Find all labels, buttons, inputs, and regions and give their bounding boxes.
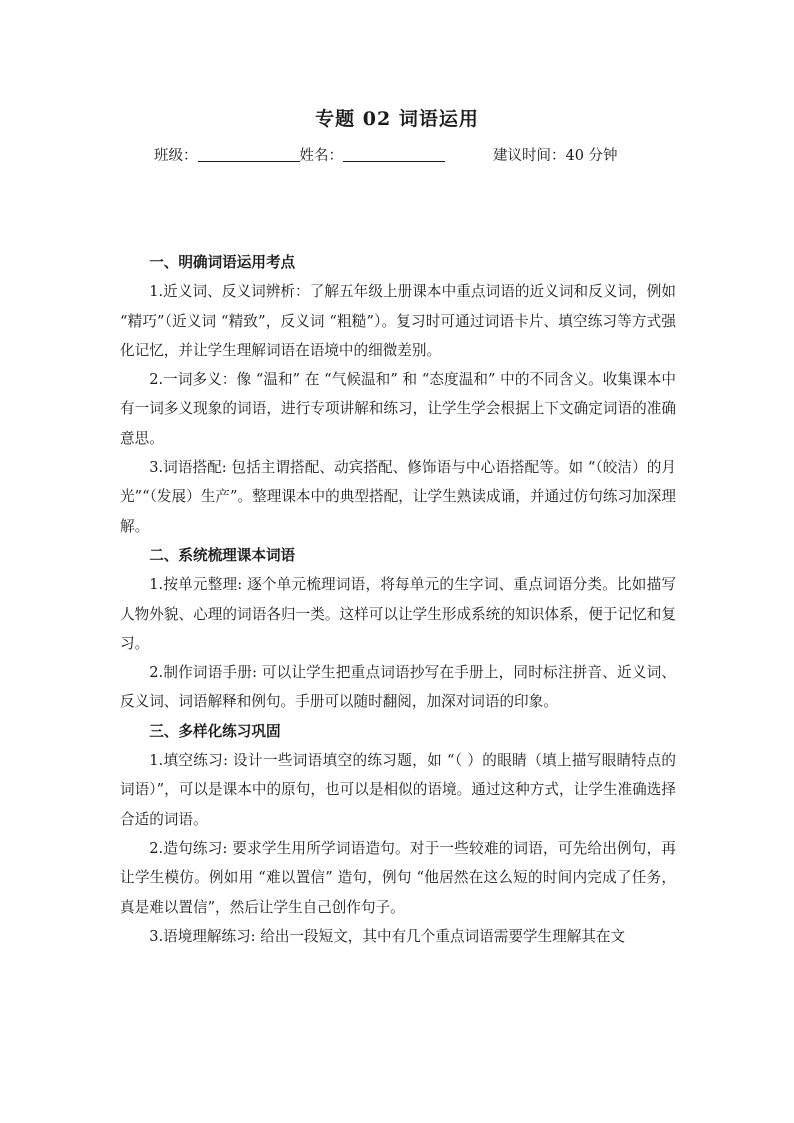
paragraph: 2.制作词语手册: 可以让学生把重点词语抄写在手册上，同时标注拼音、近义词、反义词、词语解释和例句。手册可以随时翻阅，加深对词语的印象。 [120, 664, 676, 711]
paragraph: 3.语境理解练习: 给出一段短文，其中有几个重点词语需要学生理解其在文 [149, 927, 626, 945]
section-heading: 二、系统梳理课本词语 [149, 546, 296, 564]
document-title: 专题 02 词语运用 [315, 108, 479, 130]
class-blank [198, 147, 300, 162]
name-blank [343, 147, 445, 162]
paragraph: 2.造句练习: 要求学生用所学词语造句。对于一些较难的词语，可先给出例句，再让学生模仿。例如用 “难以置信” 造句，例句 “他居然在这么短的时间内完成了任务，真是难以置信”，然后让学生自己创作句子。 [120, 839, 676, 916]
paragraph: 2.一词多义：像 “温和” 在 “气候温和” 和 “态度温和” 中的不同含义。收集课本中有一词多义现象的词语，进行专项讲解和练习，让学生学会根据上下文确定词语的准确意思。 [120, 371, 676, 447]
student-info-row [154, 144, 618, 165]
paragraph: 3.词语搭配: 包括主谓搭配、动宾搭配、修饰语与中心语搭配等。如 “（皎洁）的月光”“（发展）生产”。整理课本中的典型搭配，让学生熟读成诵，并通过仿句练习加深理解。 [120, 459, 676, 535]
paragraph: 1.填空练习: 设计一些词语填空的练习题，如 “（ ）的眼睛（填上描写眼睛特点的词语）”，可以是课本中的原句，也可以是相似的语境。通过这种方式，让学生准确选择合适的词语。 [120, 752, 676, 828]
paragraph: 1.近义词、反义词辨析：了解五年级上册课本中重点词语的近义词和反义词，例如 “精巧”（近义词 “精致”，反义词 “粗糙”）。复习时可通过词语卡片、填空练习等方式强化记忆，并让学生理解词语在语境中的细微差别。 [120, 283, 676, 359]
section-heading: 一、明确词语运用考点 [149, 254, 296, 271]
name-label: 姓名： [299, 148, 343, 164]
paragraph: 1.按单元整理: 逐个单元梳理词语，将每单元的生字词、重点词语分类。比如描写人物外貌、心理的词语各归一类。这样可以让学生形成系统的知识体系，便于记忆和复习。 [120, 576, 676, 652]
class-label: 班级： [154, 148, 198, 164]
document-body [120, 248, 676, 951]
section-heading: 三、多样化练习巩固 [149, 722, 281, 740]
suggested-time: 建议时间：40 分钟 [493, 148, 618, 164]
